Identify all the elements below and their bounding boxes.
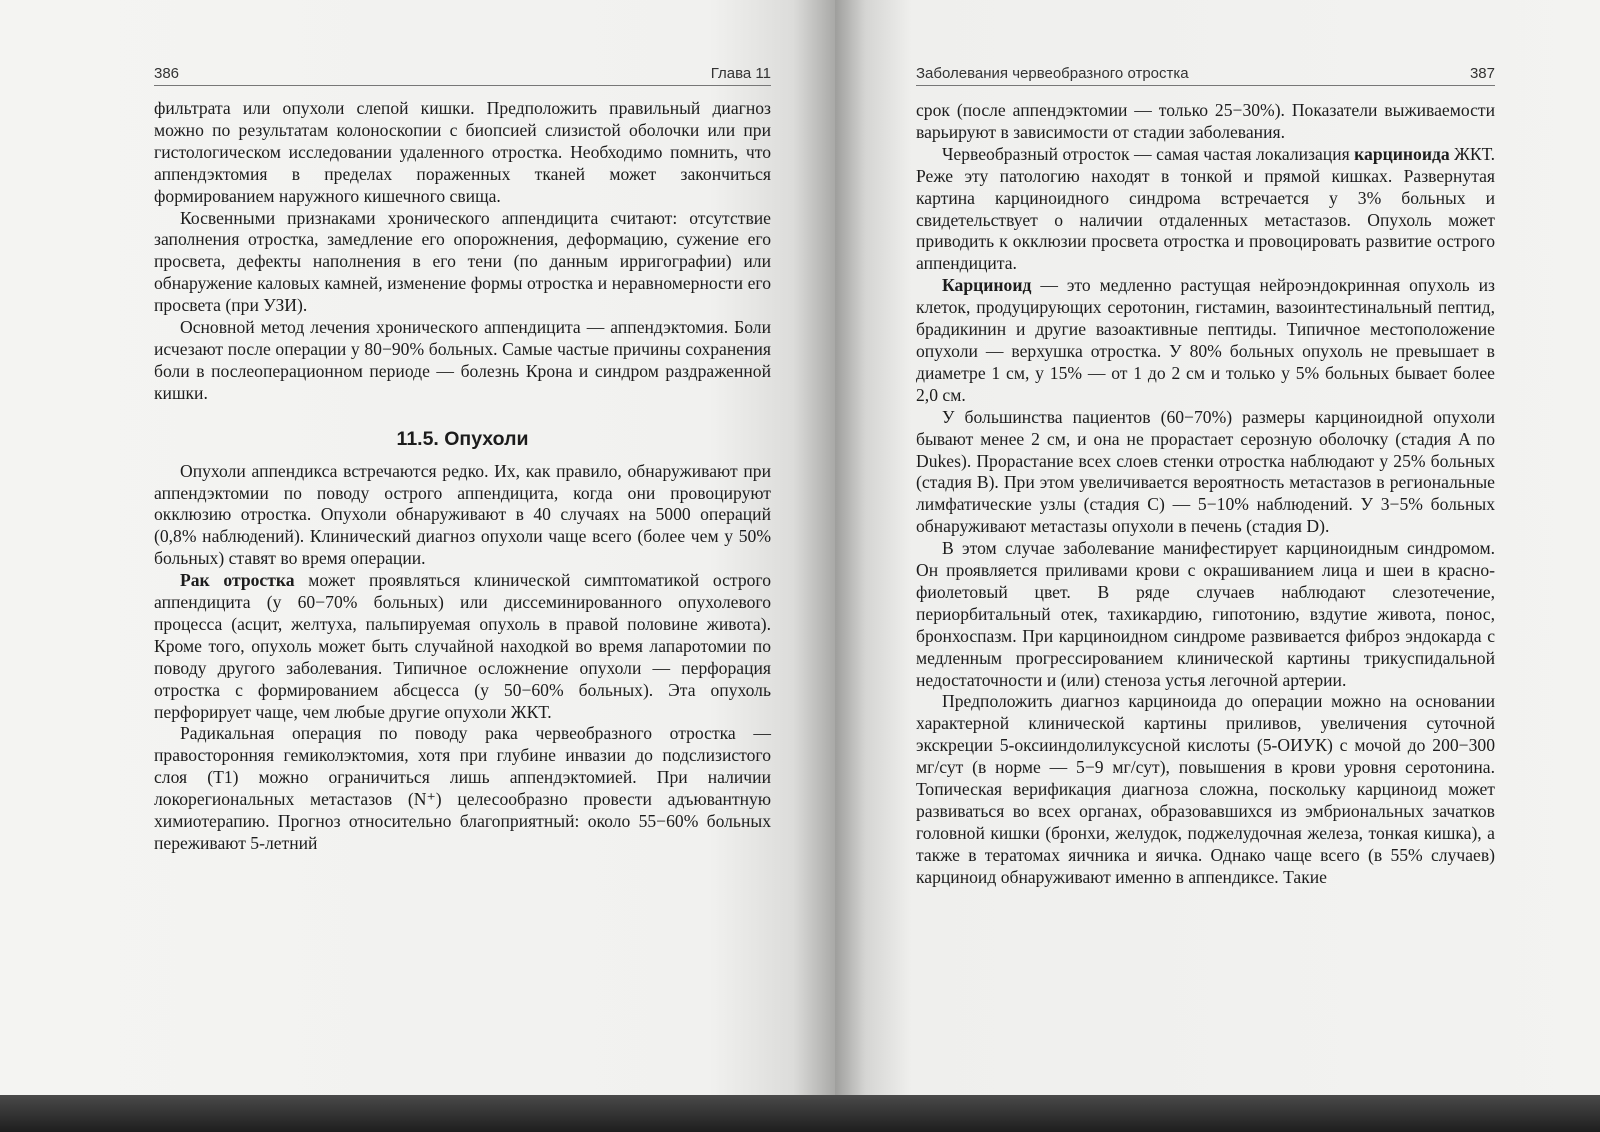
- paragraph-text: ЖКТ. Реже эту патологию находят в тонкой и прямой кишках. Развернутая картина карциноидного синдрома встречается у 3% больных и свидетельствует о наличии отдаленных метастазов. Опухоль может приводить к окклюзии просвета отростка и провоцировать развитие острого аппендицита.: [916, 143, 1495, 274]
- chapter-title: Глава 11: [710, 65, 771, 82]
- section-heading: 11.5. Опухоли: [396, 427, 529, 450]
- paragraph: Предположить диагноз карциноида до операции можно на основании характерной клинической картины приливов, увеличения суточной экскреции 5-оксииндолилуксусной кислоты (5-ОИУК) с мочой до 200−300 мг/сут (в норме — 5−9 мг/сут), повышения в крови уровня серотонина. Топическая верификация диагноза сложна, поскольку карциноид может развиваться во всех органах, образовавшихся из эмбриональных зачатков головной кишки (бронхи, желудок, поджелудочная железа, тонкая кишка), а также в тератомах яичника и яичка. Однако чаще всего (в 55% случаев) карциноид обнаруживают именно в аппендиксе. Такие: [916, 691, 1495, 887]
- paragraph: [916, 275, 1495, 406]
- page-number: 386: [154, 65, 180, 82]
- paragraph-text: — это медленно растущая нейроэндокринная опухоль из клеток, продуцирующих серотонин, гистамин, вазоинтестинальный пептид, брадикинин и другие вазоактивные пептиды. Типичное местоположение опухоли — верхушка отростка. У 80% больных опухоль не превышает в диаметре 1 см, у 15% — от 1 до 2 см и только у 5% больных бывает более 2,0 см.: [916, 275, 1495, 405]
- paragraph: Основной метод лечения хронического аппендицита — аппендэктомия. Боли исчезают после операции у 80−90% больных. Самые частые причины сохранения боли в послеоперационном периоде — болезнь Крона и синдром раздраженной кишки.: [154, 317, 771, 403]
- paragraph: Опухоли аппендикса встречаются редко. Их, как правило, обнаруживают при аппендэктомии по поводу острого аппендицита, когда они провоцируют окклюзию отростка. Опухоли обнаруживают в 40 случаях на 5000 операций (0,8% наблюдений). Клинический диагноз опухоли чаще всего (более чем у 50% больных) ставят во время операции.: [154, 460, 771, 569]
- left-page-header: [154, 60, 771, 86]
- right-page: [835, 0, 1600, 1095]
- page-number: 387: [1469, 65, 1495, 82]
- running-title: Заболевания червеобразного отростка: [916, 65, 1189, 82]
- paragraph: Косвенными признаками хронического аппендицита считают: отсутствие заполнения отростка, замедление его опорожнения, деформацию, сужение его просвета, дефекты наполнения в его тени (по данным ирригографии) или обнаружение каловых камней, изменение формы отростка и неравномерности его просвета (при УЗИ).: [154, 207, 771, 316]
- paragraph: фильтрата или опухоли слепой кишки. Предположить правильный диагноз можно по результатам колоноскопии с биопсией слизистой оболочки или при гистологическом исследовании удаленного отростка. Необходимо помнить, что аппендэктомия в пределах пораженных тканей может закончиться формированием наружного кишечного свища.: [154, 98, 771, 206]
- right-page-body: [916, 100, 1495, 889]
- left-page-body: [154, 98, 771, 855]
- paragraph: срок (после аппендэктомии — только 25−30%). Показатели выживаемости варьируют в зависимости от стадии заболевания.: [916, 100, 1495, 142]
- bold-term: Карциноид: [942, 275, 1032, 296]
- paragraph: У большинства пациентов (60−70%) размеры карциноидной опухоли бывают менее 2 см, и она не прорастает серозную оболочку (стадия A по Dukes). Прорастание всех слоев стенки отростка наблюдают у 25% больных (стадия B). При этом увеличивается вероятность метастазов в региональные лимфатические узлы (стадия C) — 5−10% наблюдений. У 3−5% больных обнаруживают метастазы опухоли в печень (стадия D).: [916, 406, 1495, 537]
- scan-bottom-edge: [0, 1095, 1600, 1132]
- paragraph: Радикальная операция по поводу рака червеобразного отростка — правосторонняя гемиколэктомия, хотя при глубине инвазии до подслизистого слоя (T1) можно ограничиться лишь аппендэктомией. При наличии локорегиональных метастазов (N⁺) целесообразно провести адъювантную химиотерапию. Прогноз относительно благоприятный: около 55−60% больных переживают 5-летний: [154, 723, 771, 853]
- paragraph: [154, 570, 771, 723]
- paragraph: [916, 144, 1495, 275]
- paragraph-text: Червеобразный отросток — самая частая локализация: [942, 143, 1355, 164]
- paragraph-text: может проявляться клинической симптоматикой острого аппендицита (у 60−70% больных) или диссеминированного опухолевого процесса (асцит, желтуха, пальпируемая опухоль в правой половине живота). Кроме того, опухоль может быть случайной находкой во время лапаротомии по поводу другого заболевания. Типичное осложнение опухоли — перфорация отростка с формированием абсцесса (у 50−60% больных). Эта опухоль перфорирует чаще, чем любые другие опухоли ЖКТ.: [154, 570, 771, 722]
- bold-term: карциноида: [1354, 143, 1450, 164]
- paragraph: В этом случае заболевание манифестирует карциноидным синдромом. Он проявляется приливами крови с окрашиванием лица и шеи в красно-фиолетовый цвет. В ряде случаев наблюдают слезотечение, периорбитальный отек, тахикардию, гипотонию, вздутие живота, понос, бронхоспазм. При карциноидном синдроме развивается фиброз эндокарда с медленным прогрессированием клинической картины трикуспидальной недостаточности и (или) стеноза устья легочной артерии.: [916, 538, 1495, 690]
- right-page-header: [916, 60, 1495, 86]
- bold-term: Рак отростка: [180, 570, 295, 591]
